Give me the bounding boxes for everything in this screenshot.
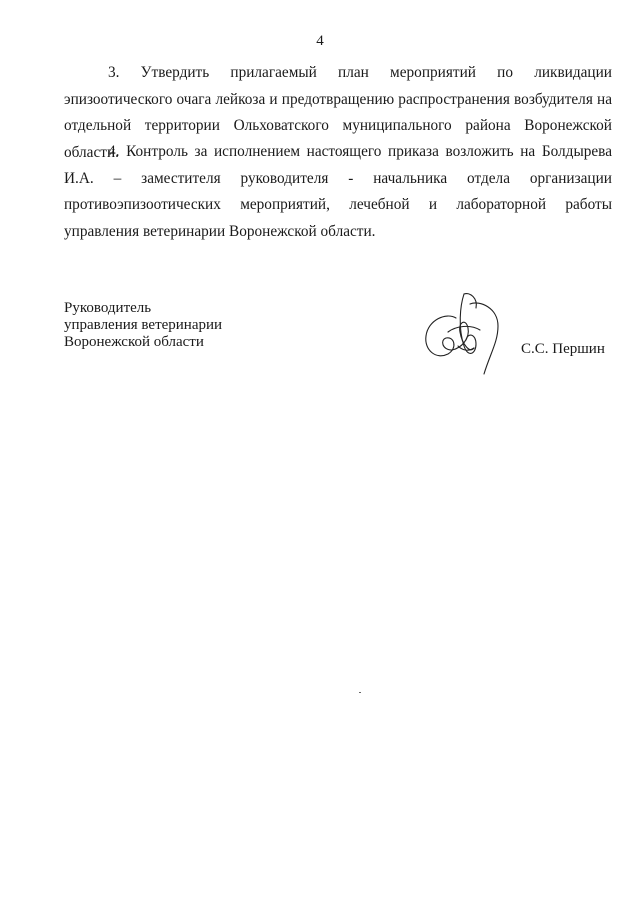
page-number: 4 (316, 33, 324, 49)
position-line: управления ветеринарии (64, 317, 223, 333)
paragraph-3: 3. Утвердить прилагаемый план мероприятий по ликвидации эпизоотического очага лейкоза и предотвращению распространения возбудителя на отдельной территории Ольховатского муниципального района Воронежской области. (64, 64, 612, 161)
paragraph-4: 4. Контроль за исполнением настоящего приказа возложить на Болдырева И.А. – заместителя руководителя - начальника отдела организации противоэпизоотических мероприятий, лечебной и лабораторной работы управления ветеринарии Воронежской области. (64, 143, 612, 240)
signatory-name: С.С. Першин (521, 341, 605, 357)
position-line: Руководитель (64, 300, 152, 316)
scan-speck (359, 692, 361, 693)
position-line: Воронежской области (64, 334, 204, 350)
handwritten-signature (418, 288, 518, 380)
signatory-position (64, 300, 222, 351)
